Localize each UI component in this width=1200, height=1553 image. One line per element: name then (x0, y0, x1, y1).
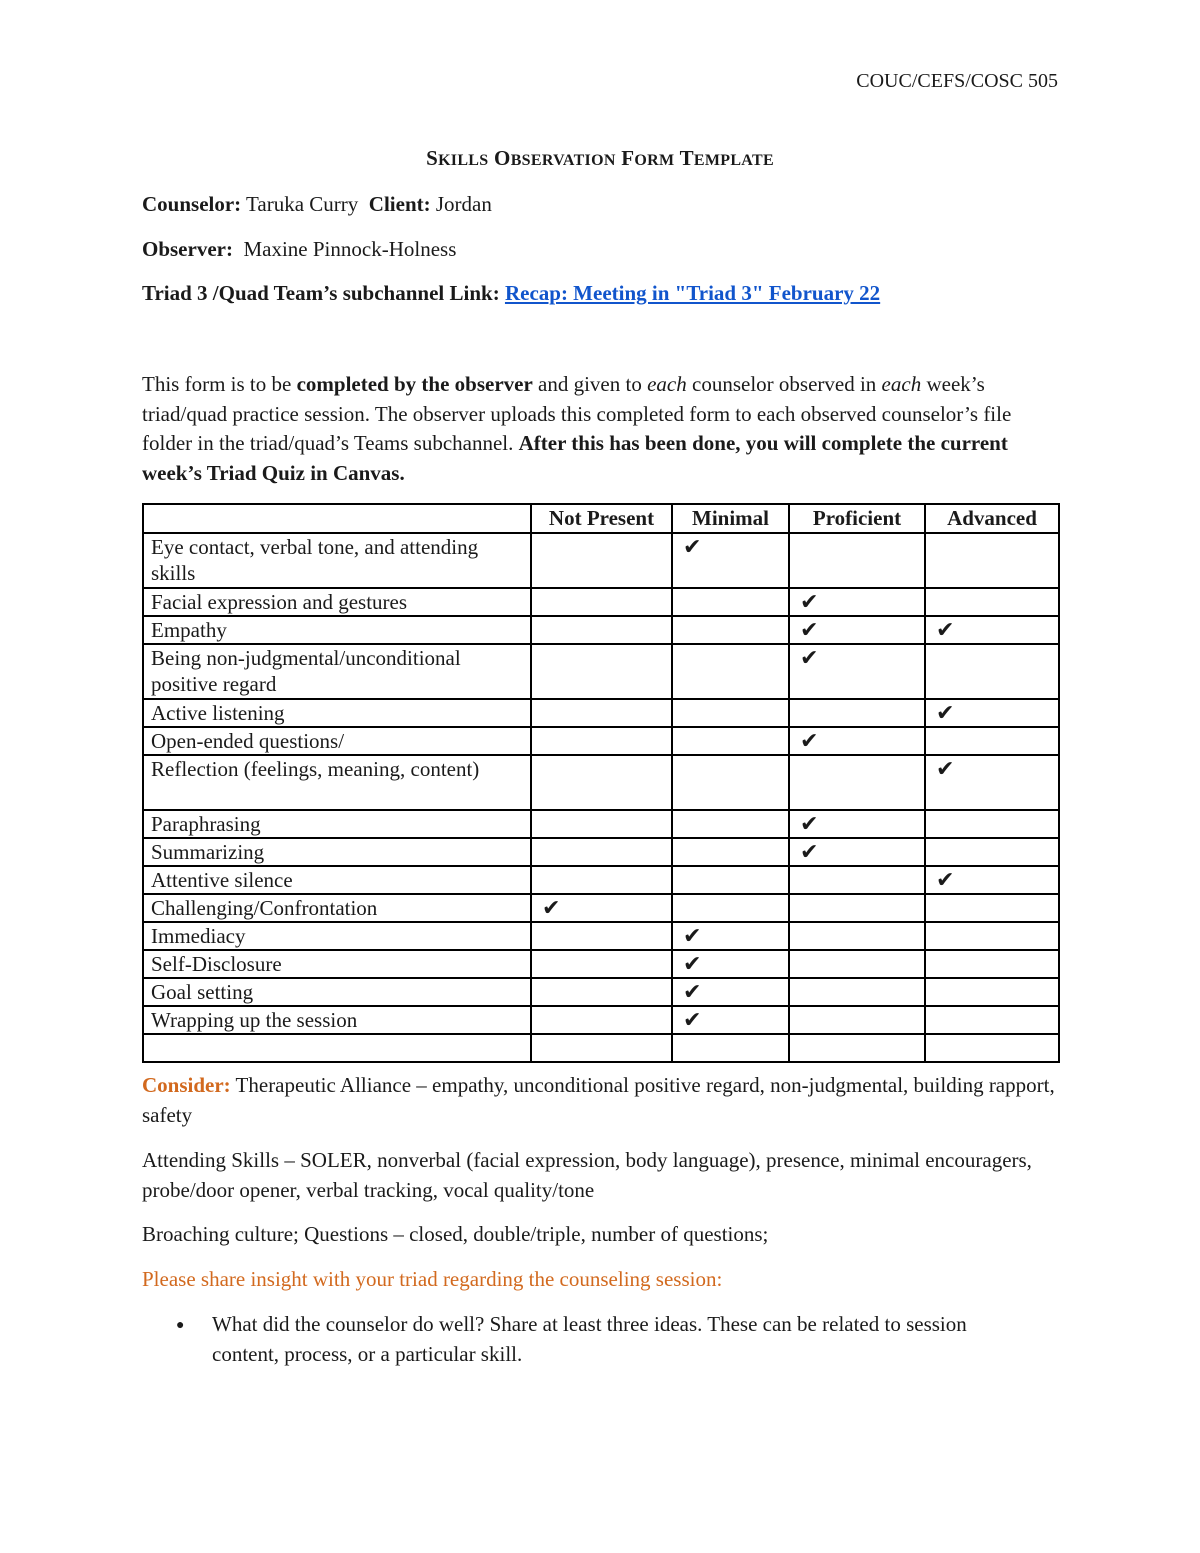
skill-cell: Attentive silence (143, 866, 531, 894)
skill-cell: Self-Disclosure (143, 950, 531, 978)
rating-cell[interactable]: ✔ (925, 699, 1059, 727)
course-header: COUC/CEFS/COSC 505 (856, 70, 1058, 92)
rating-cell[interactable] (531, 588, 672, 616)
rating-cell[interactable] (531, 838, 672, 866)
rating-cell[interactable]: ✔ (789, 616, 925, 644)
table-row (143, 1006, 1059, 1034)
table-row (143, 978, 1059, 1006)
title-cap: F (621, 146, 635, 170)
rating-cell[interactable] (531, 922, 672, 950)
rating-cell[interactable] (925, 978, 1059, 1006)
observer-label: Observer: (142, 237, 233, 261)
intro-text: and given to (532, 372, 648, 396)
rating-cell[interactable] (789, 533, 925, 588)
title-rest: ORM (634, 152, 675, 169)
skill-cell: Facial expression and gestures (143, 588, 531, 616)
table-row (143, 533, 1059, 588)
broaching-paragraph: Broaching culture; Questions – closed, double/triple, number of questions; (142, 1222, 769, 1246)
rating-cell[interactable]: ✔ (672, 978, 789, 1006)
rating-cell[interactable] (531, 950, 672, 978)
skill-cell: Immediacy (143, 922, 531, 950)
table-header-row (143, 504, 1059, 533)
skill-cell: Being non-judgmental/unconditional positive regard (143, 644, 531, 699)
rating-cell[interactable] (925, 922, 1059, 950)
consider-paragraph (142, 1071, 1062, 1130)
skill-cell: Goal setting (143, 978, 531, 1006)
rating-cell[interactable]: ✔ (531, 894, 672, 922)
consider-text: Therapeutic Alliance – empathy, unconditional positive regard, non-judgmental, building rapport, safety (142, 1073, 1055, 1127)
skill-cell: Paraphrasing (143, 810, 531, 838)
rating-cell[interactable] (531, 978, 672, 1006)
rating-cell[interactable] (925, 1006, 1059, 1034)
rating-cell[interactable] (789, 950, 925, 978)
rating-cell[interactable] (672, 727, 789, 755)
rating-cell[interactable] (925, 533, 1059, 588)
rating-cell[interactable]: ✔ (925, 616, 1059, 644)
rating-cell[interactable] (672, 699, 789, 727)
rating-cell[interactable] (531, 1006, 672, 1034)
rating-cell[interactable] (925, 588, 1059, 616)
skill-cell (143, 1034, 531, 1062)
table-row (143, 1034, 1059, 1062)
counselor-client-line (142, 192, 492, 217)
rating-cell[interactable]: ✔ (789, 588, 925, 616)
rating-cell[interactable] (789, 922, 925, 950)
bullet-item: What did the counselor do well? Share at least three ideas. These can be related to session content, process, or a particular skill. (212, 1312, 967, 1366)
rating-cell[interactable] (531, 755, 672, 810)
rating-cell[interactable] (789, 866, 925, 894)
rating-cell[interactable] (925, 644, 1059, 699)
intro-italic: each (881, 372, 922, 396)
intro-bold: completed by the observer (296, 372, 533, 396)
table-row (143, 699, 1059, 727)
client-label: Client: (368, 192, 431, 216)
rating-cell[interactable]: ✔ (925, 866, 1059, 894)
rating-cell[interactable] (925, 810, 1059, 838)
rating-cell[interactable] (531, 810, 672, 838)
recap-meeting-link[interactable]: Recap: Meeting in "Triad 3" February 22 (504, 281, 881, 305)
column-header: Proficient (789, 504, 925, 533)
rating-cell[interactable] (789, 1034, 925, 1062)
skill-cell: Open-ended questions/ (143, 727, 531, 755)
rating-cell[interactable] (531, 727, 672, 755)
column-header: Minimal (672, 504, 789, 533)
intro-text: This form is to be (142, 372, 297, 396)
rating-cell[interactable] (672, 616, 789, 644)
rating-cell[interactable] (531, 1034, 672, 1062)
rating-cell[interactable] (789, 699, 925, 727)
form-title (0, 146, 1200, 171)
bullet-icon: ● (176, 1318, 185, 1333)
rating-cell[interactable] (672, 838, 789, 866)
intro-bold: After this has been done, you will complete the current week’s Triad Quiz in Canvas. (142, 431, 1008, 485)
observer-value: Maxine Pinnock-Holness (243, 237, 457, 261)
rating-cell[interactable] (789, 1006, 925, 1034)
rating-cell[interactable] (789, 978, 925, 1006)
insight-prompt: Please share insight with your triad regarding the counseling session: (142, 1267, 723, 1291)
title-cap: S (426, 146, 439, 170)
title-rest: EMPLATE (693, 152, 774, 169)
counselor-label: Counselor: (142, 192, 242, 216)
title-cap: O (494, 146, 511, 170)
title-rest: KILLS (438, 152, 489, 169)
table-row (143, 810, 1059, 838)
rating-cell[interactable] (789, 755, 925, 810)
rating-cell[interactable] (672, 1034, 789, 1062)
rating-cell[interactable] (531, 866, 672, 894)
client-value: Jordan (435, 192, 492, 216)
rating-cell[interactable] (531, 699, 672, 727)
rating-cell[interactable] (789, 894, 925, 922)
rating-cell[interactable]: ✔ (672, 533, 789, 588)
rating-cell[interactable] (531, 533, 672, 588)
skill-cell: Reflection (feelings, meaning, content) (143, 755, 531, 810)
intro-italic: each (647, 372, 687, 396)
rating-cell[interactable]: ✔ (789, 644, 925, 699)
table-row (143, 588, 1059, 616)
table-row (143, 616, 1059, 644)
table-row (143, 894, 1059, 922)
consider-label: Consider: (142, 1073, 231, 1097)
observer-line (142, 237, 456, 262)
skill-cell: Empathy (143, 616, 531, 644)
rating-cell[interactable]: ✔ (789, 810, 925, 838)
skill-cell: Summarizing (143, 838, 531, 866)
intro-text: counselor observed in (686, 372, 882, 396)
skill-cell: Challenging/Confrontation (143, 894, 531, 922)
rating-cell[interactable] (925, 894, 1059, 922)
skills-table (142, 503, 1060, 1063)
table-row (143, 866, 1059, 894)
rating-cell[interactable] (925, 838, 1059, 866)
rating-cell[interactable] (925, 727, 1059, 755)
rating-cell[interactable]: ✔ (672, 1006, 789, 1034)
column-header: Not Present (531, 504, 672, 533)
table-row (143, 755, 1059, 810)
table-row (143, 922, 1059, 950)
rating-cell[interactable] (925, 1034, 1059, 1062)
table-row (143, 950, 1059, 978)
intro-text: week’s triad/quad practice session. The observer uploads this completed form to each observed counselor’s file folder in the triad/quad’s Teams subchannel. (142, 372, 1012, 455)
counselor-value: Taruka Curry (246, 192, 359, 216)
column-header: Advanced (925, 504, 1059, 533)
rating-cell[interactable] (531, 616, 672, 644)
title-rest: BSERVATION (510, 152, 616, 169)
skill-cell: Active listening (143, 699, 531, 727)
rating-cell[interactable] (531, 644, 672, 699)
intro-paragraph (142, 370, 1062, 488)
attending-skills-paragraph: Attending Skills – SOLER, nonverbal (facial expression, body language), presence, minimal encouragers, probe/door opener, verbal tracking, vocal quality/tone (142, 1148, 1032, 1202)
rating-cell[interactable]: ✔ (789, 838, 925, 866)
rating-cell[interactable] (925, 950, 1059, 978)
rating-cell[interactable] (672, 894, 789, 922)
rating-cell[interactable]: ✔ (925, 755, 1059, 810)
rating-cell[interactable] (672, 810, 789, 838)
rating-cell[interactable]: ✔ (789, 727, 925, 755)
subchannel-link-line (142, 281, 880, 306)
rating-cell[interactable] (672, 866, 789, 894)
skill-cell: Eye contact, verbal tone, and attending skills (143, 533, 531, 588)
rating-cell[interactable]: ✔ (672, 922, 789, 950)
table-row (143, 838, 1059, 866)
link-label: Triad 3 /Quad Team’s subchannel Link: (142, 281, 500, 305)
rating-cell[interactable] (672, 644, 789, 699)
rating-cell[interactable] (672, 755, 789, 810)
table-row (143, 727, 1059, 755)
column-header (143, 504, 531, 533)
rating-cell[interactable] (672, 588, 789, 616)
rating-cell[interactable]: ✔ (672, 950, 789, 978)
table-row (143, 644, 1059, 699)
skill-cell: Wrapping up the session (143, 1006, 531, 1034)
title-cap: T (679, 146, 694, 170)
